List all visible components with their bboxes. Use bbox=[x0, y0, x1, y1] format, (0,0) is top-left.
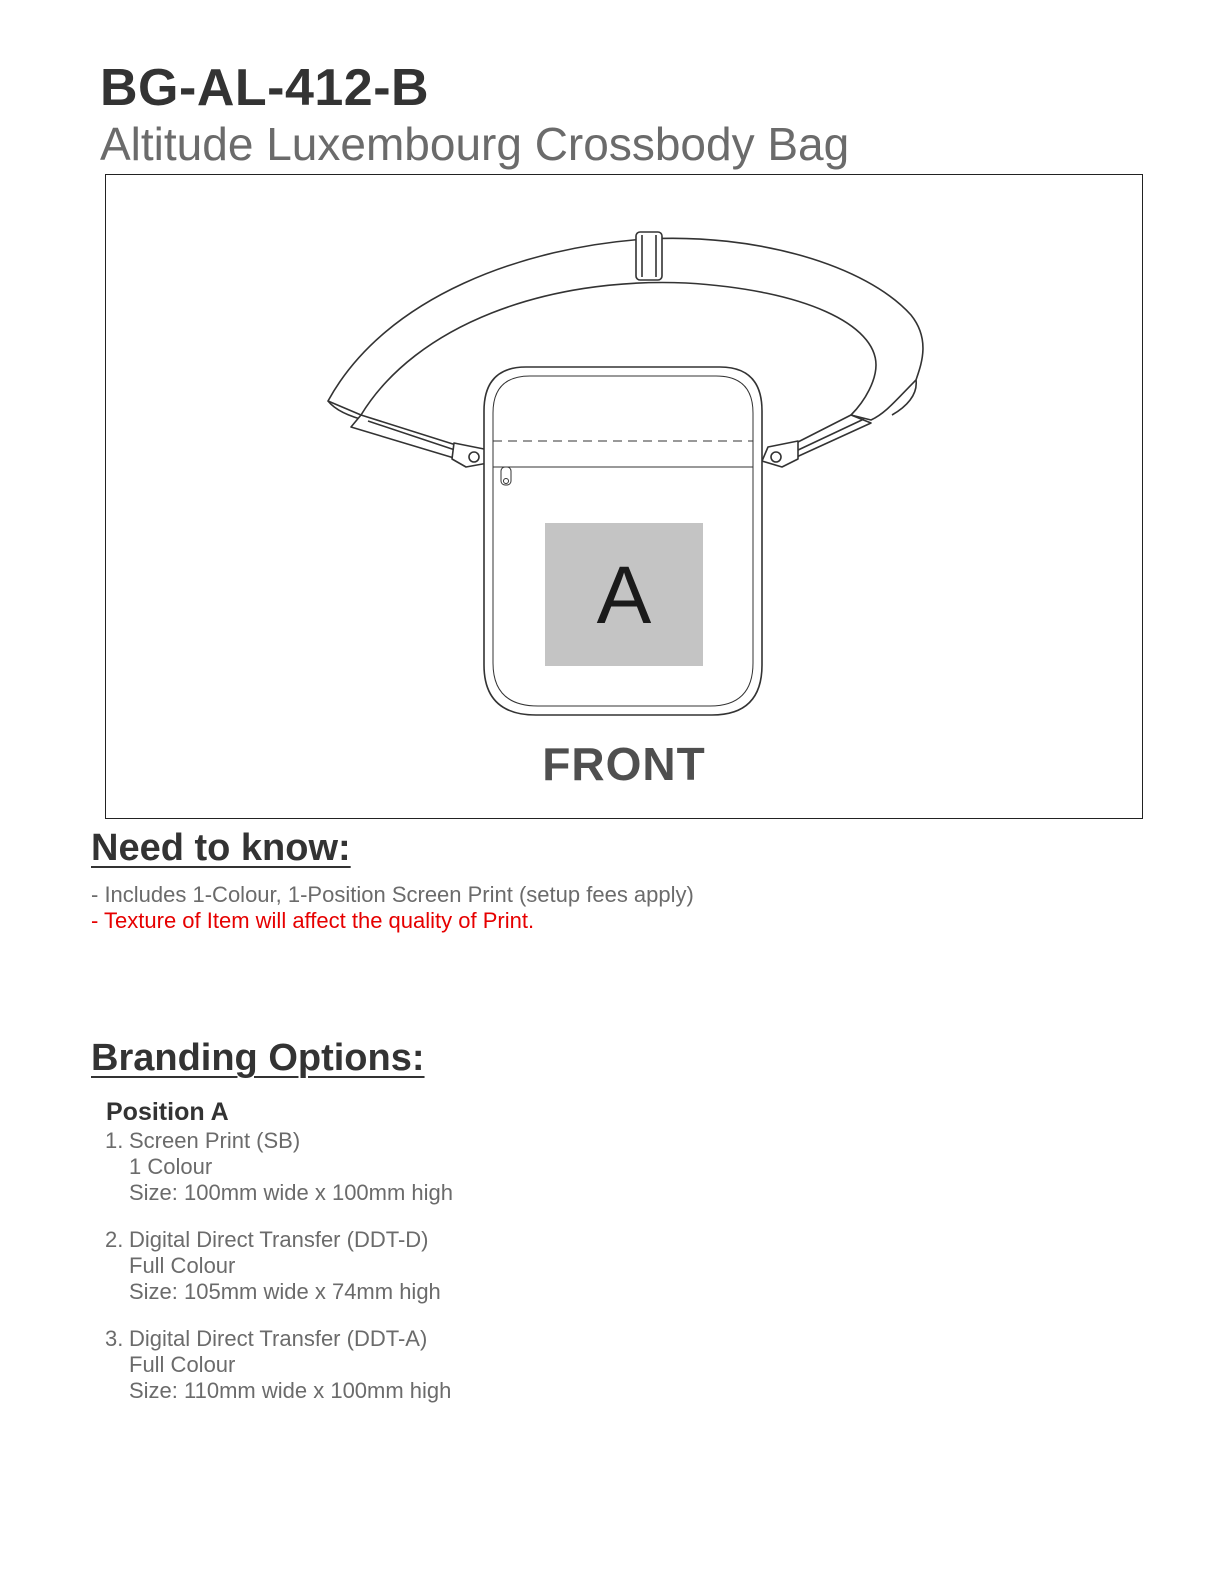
option-method: Digital Direct Transfer (DDT-D) bbox=[129, 1227, 429, 1252]
note-setup-fees: - Includes 1-Colour, 1-Position Screen Print (setup fees apply) bbox=[91, 882, 694, 907]
note-texture-warning: - Texture of Item will affect the quality of Print. bbox=[91, 908, 535, 933]
branding-option-2 bbox=[105, 1227, 441, 1305]
branding-option-3 bbox=[105, 1326, 451, 1404]
option-colours: 1 Colour bbox=[129, 1154, 213, 1179]
need-to-know-title: Need to know: bbox=[91, 827, 351, 869]
bag-illustration bbox=[106, 175, 1144, 820]
option-method: Digital Direct Transfer (DDT-A) bbox=[129, 1326, 428, 1351]
product-code: BG-AL-412-B bbox=[100, 59, 430, 117]
strap-buckle bbox=[636, 232, 662, 280]
option-colours: Full Colour bbox=[129, 1253, 236, 1278]
option-size: Size: 100mm wide x 100mm high bbox=[129, 1180, 454, 1205]
zip-pull bbox=[501, 467, 511, 485]
position-a-title: Position A bbox=[106, 1098, 229, 1126]
product-drawing-frame bbox=[105, 174, 1143, 819]
option-colours: Full Colour bbox=[129, 1352, 236, 1377]
print-area-label: A bbox=[596, 550, 652, 641]
option-number: 2. bbox=[105, 1227, 124, 1252]
option-number: 1. bbox=[105, 1128, 124, 1153]
option-method: Screen Print (SB) bbox=[129, 1128, 301, 1153]
option-size: Size: 110mm wide x 100mm high bbox=[129, 1378, 452, 1403]
view-label: FRONT bbox=[542, 738, 706, 790]
option-number: 3. bbox=[105, 1326, 124, 1351]
product-name: Altitude Luxembourg Crossbody Bag bbox=[100, 118, 850, 170]
left-strap-tab bbox=[351, 415, 464, 461]
option-size: Size: 105mm wide x 74mm high bbox=[129, 1279, 441, 1304]
branding-option-1 bbox=[105, 1128, 453, 1206]
branding-options-title: Branding Options: bbox=[91, 1037, 425, 1079]
